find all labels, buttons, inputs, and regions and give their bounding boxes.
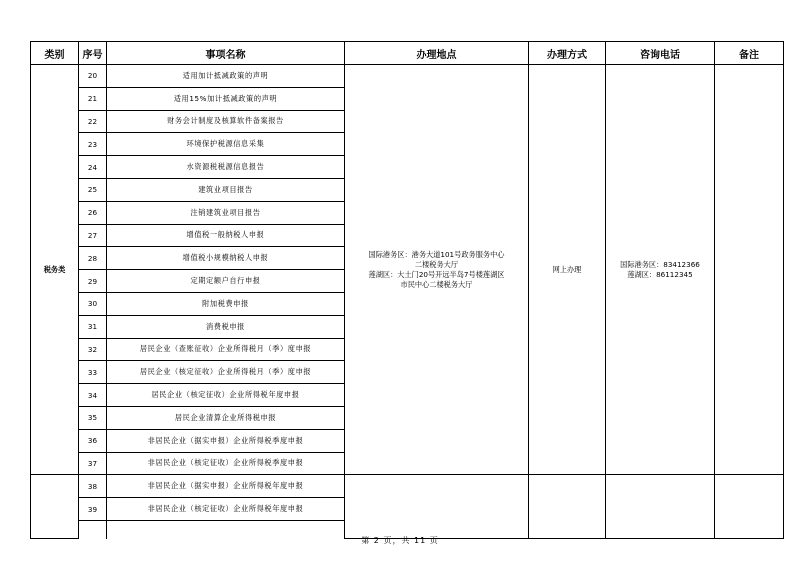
header-note: 备注 xyxy=(715,42,784,65)
seq-cell: 39 xyxy=(79,498,107,521)
seq-cell: 29 xyxy=(79,270,107,293)
header-location: 办理地点 xyxy=(345,42,529,65)
header-seq: 序号 xyxy=(79,42,107,65)
seq-cell: 24 xyxy=(79,156,107,179)
table-row xyxy=(31,65,784,88)
item-cell: 居民企业（核定征收）企业所得税月（季）度申报 xyxy=(107,361,345,384)
item-cell: 适用15%加计抵减政策的声明 xyxy=(107,87,345,110)
location-line: 莲湖区：大土门20号开远半岛7号楼莲湖区 xyxy=(368,269,505,279)
phone-cell-continued xyxy=(606,475,715,539)
seq-cell: 30 xyxy=(79,292,107,315)
item-cell: 非居民企业（据实申报）企业所得税季度申报 xyxy=(107,429,345,452)
location-cell xyxy=(345,65,529,475)
phone-line: 莲湖区：86112345 xyxy=(627,269,693,279)
header-category: 类别 xyxy=(31,42,79,65)
item-cell: 非居民企业（核定征收）企业所得税季度申报 xyxy=(107,452,345,475)
seq-cell: 36 xyxy=(79,429,107,452)
seq-cell: 20 xyxy=(79,65,107,88)
category-cell-continued xyxy=(31,475,79,539)
method-cell: 网上办理 xyxy=(529,65,606,475)
note-cell xyxy=(715,65,784,475)
item-cell: 居民企业（核定征收）企业所得税年度申报 xyxy=(107,384,345,407)
item-cell: 注销建筑业项目报告 xyxy=(107,201,345,224)
table-row xyxy=(31,475,784,498)
phone-line: 国际港务区：83412366 xyxy=(620,259,700,269)
seq-cell: 28 xyxy=(79,247,107,270)
item-cell: 附加税费申报 xyxy=(107,292,345,315)
item-cell: 建筑业项目报告 xyxy=(107,178,345,201)
item-cell: 非居民企业（据实申报）企业所得税年度申报 xyxy=(107,475,345,498)
seq-cell: 38 xyxy=(79,475,107,498)
location-line: 市民中心二楼税务大厅 xyxy=(400,279,473,289)
item-cell: 适用加计抵减政策的声明 xyxy=(107,65,345,88)
seq-cell: 35 xyxy=(79,406,107,429)
category-cell: 税务类 xyxy=(31,65,79,475)
location-line: 国际港务区：港务大道101号政务服务中心 xyxy=(368,249,505,259)
location-cell-continued xyxy=(345,475,529,539)
seq-cell: 23 xyxy=(79,133,107,156)
page-footer: 第 2 页，共 11 页 xyxy=(361,536,439,545)
service-table xyxy=(30,41,784,539)
item-cell: 增值税小规模纳税人申报 xyxy=(107,247,345,270)
phone-cell xyxy=(606,65,715,475)
header-item: 事项名称 xyxy=(107,42,345,65)
note-cell-continued xyxy=(715,475,784,539)
seq-cell: 25 xyxy=(79,178,107,201)
item-cell: 水资源税税源信息报告 xyxy=(107,156,345,179)
seq-cell: 32 xyxy=(79,338,107,361)
item-cell: 居民企业（查账征收）企业所得税月（季）度申报 xyxy=(107,338,345,361)
location-line: 二楼税务大厅 xyxy=(414,259,459,269)
seq-cell: 37 xyxy=(79,452,107,475)
item-cell: 非居民企业（核定征收）企业所得税年度申报 xyxy=(107,498,345,521)
seq-cell: 31 xyxy=(79,315,107,338)
method-cell-continued xyxy=(529,475,606,539)
header-method: 办理方式 xyxy=(529,42,606,65)
seq-cell: 21 xyxy=(79,87,107,110)
item-cell: 居民企业清算企业所得税申报 xyxy=(107,406,345,429)
header-row xyxy=(31,42,784,65)
header-phone: 咨询电话 xyxy=(606,42,715,65)
item-cell: 定期定额户自行申报 xyxy=(107,270,345,293)
item-cell: 环境保护税源信息采集 xyxy=(107,133,345,156)
item-cell: 财务会计制度及核算软件备案报告 xyxy=(107,110,345,133)
seq-cell: 33 xyxy=(79,361,107,384)
seq-cell: 27 xyxy=(79,224,107,247)
seq-cell: 26 xyxy=(79,201,107,224)
seq-cell: 34 xyxy=(79,384,107,407)
item-cell: 消费税申报 xyxy=(107,315,345,338)
seq-cell: 22 xyxy=(79,110,107,133)
item-cell: 增值税一般纳税人申报 xyxy=(107,224,345,247)
